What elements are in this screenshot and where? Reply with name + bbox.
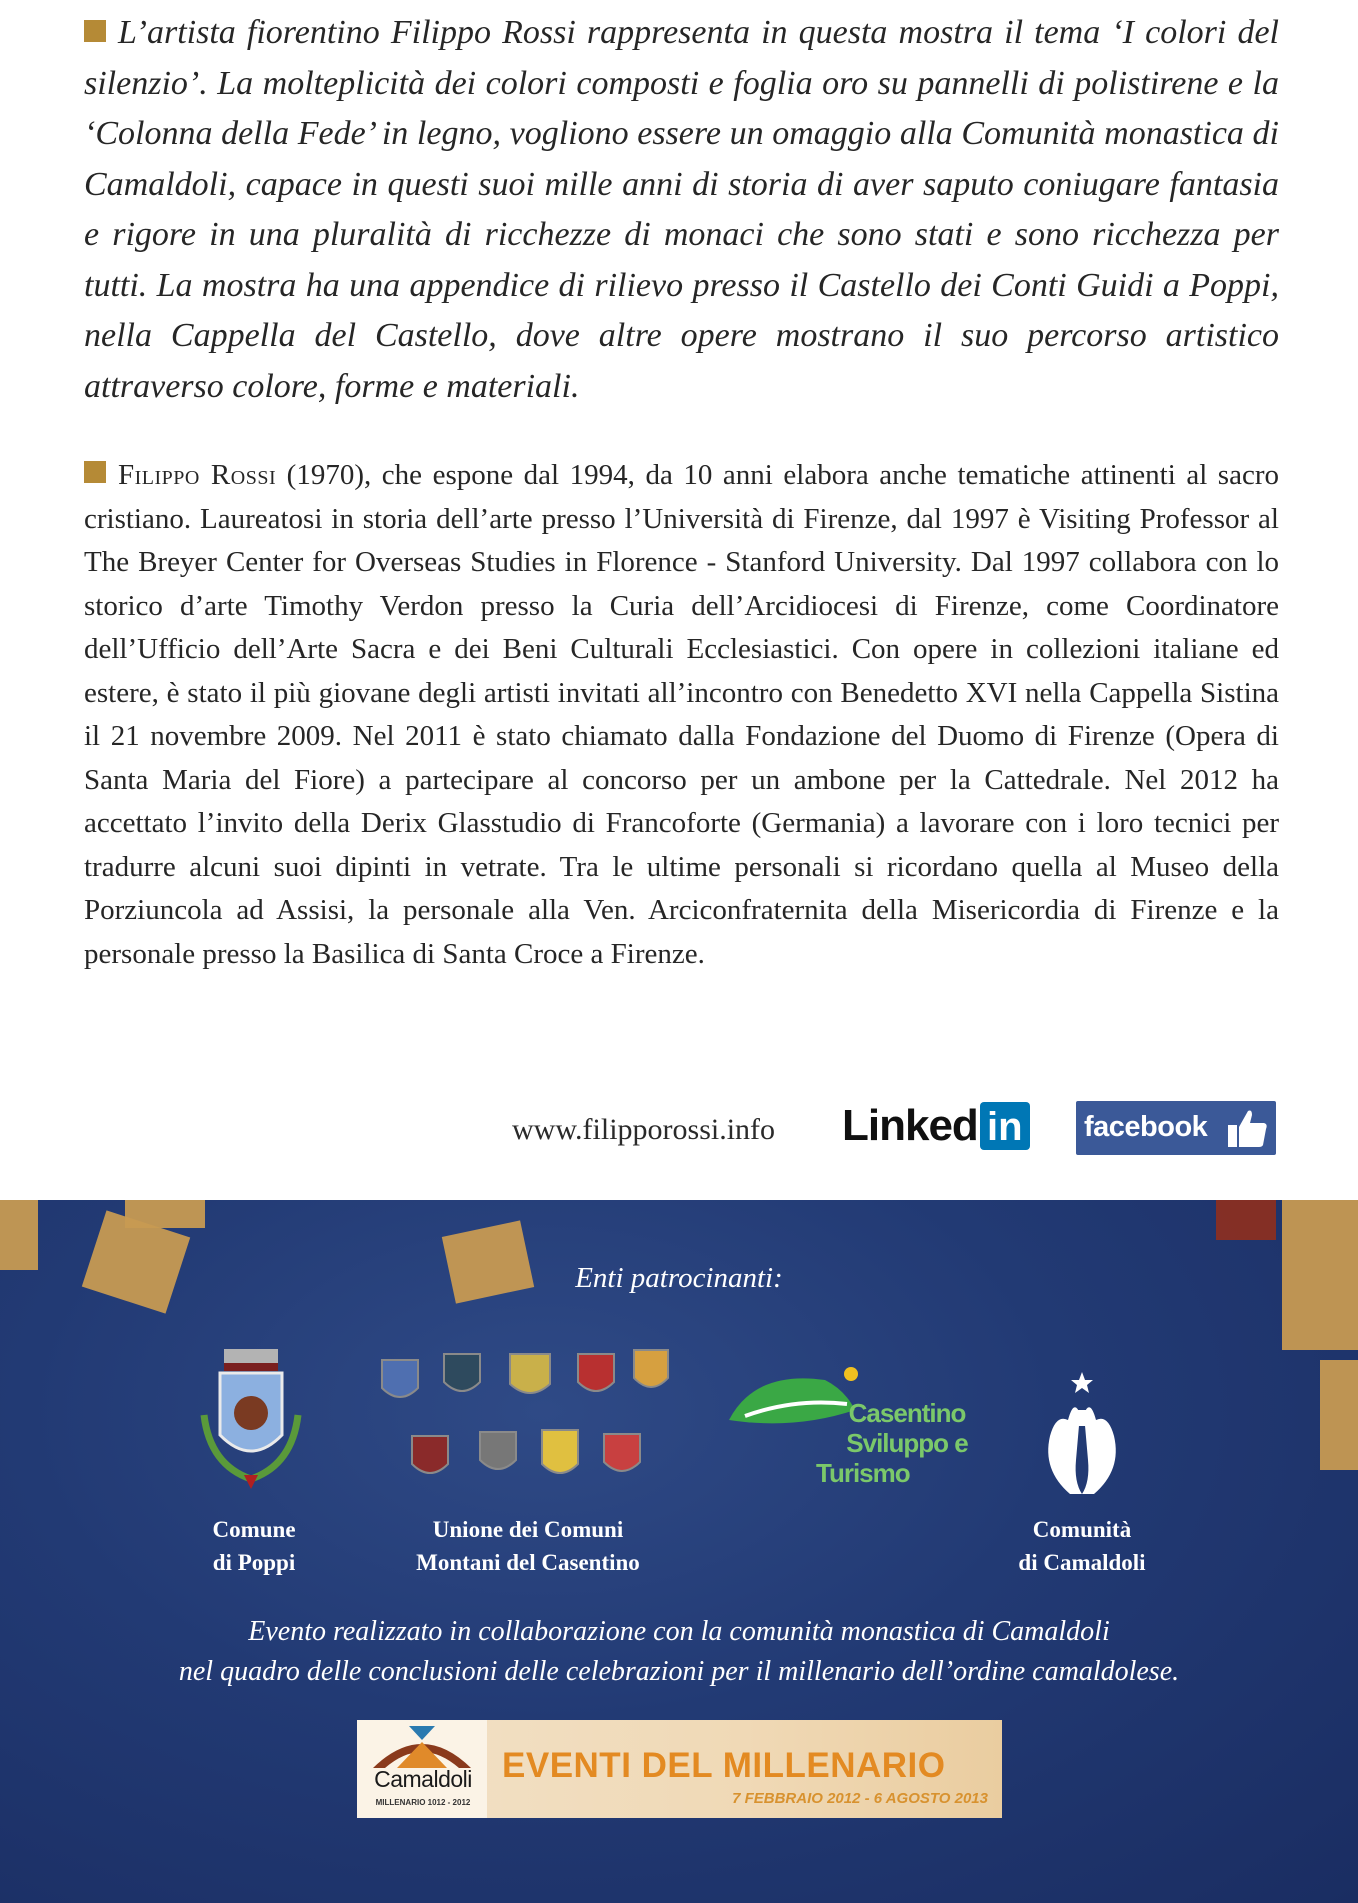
linkedin-logo[interactable] (842, 1101, 1030, 1151)
bullet-square-icon (84, 20, 106, 42)
linkedin-in-icon: in (980, 1102, 1030, 1150)
banner-title: EVENTI DEL MILLENARIO (502, 1746, 946, 1785)
sponsor-label-line: di Poppi (212, 1550, 296, 1575)
bio-paragraph (84, 454, 1279, 976)
casentino-logo-text (812, 1398, 1002, 1488)
sponsor-label-poppi (184, 1513, 324, 1579)
facebook-wordmark: facebook (1084, 1111, 1208, 1143)
intro-paragraph (84, 8, 1279, 412)
intro-text: L’artista fiorentino Filippo Rossi rappresenta in questa mostra il tema ‘I colori del silenzio’. La molteplicità dei colori composti e foglia oro su pannelli di polistirene e la ‘Colonna della Fede’ in legno, vogliono essere un omaggio alla Comunità monastica di Camaldoli, capace in questi suoi mille anni di storia di aver saputo coniugare fantasia e rigore in una pluralità di ricchezze di monaci che sono stati e sono ricchezza per tutti. La mostra ha una appendice di rilievo presso il Castello dei Conti Guidi a Poppi, nella Cappella del Castello, dove altre opere mostrano il suo percorso artistico attraverso colore, forme e materiali. (84, 14, 1279, 405)
collaboration-line: nel quadro delle conclusioni delle celebrazioni per il millenario dell’ordine camaldolese. (178, 1656, 1180, 1687)
sponsor-label-unione (380, 1513, 676, 1579)
thumbs-up-icon (1224, 1105, 1270, 1151)
gold-leaf-decoration (125, 1200, 205, 1228)
camaldoli-arch-icon (367, 1724, 477, 1768)
linkedin-wordmark: Linked (842, 1101, 978, 1150)
sponsors-title: Enti patrocinanti: (575, 1262, 783, 1294)
sponsor-label-camaldoli (1002, 1513, 1162, 1579)
sponsor-label-line: Comune (212, 1517, 296, 1542)
sponsor-label-line: di Camaldoli (1018, 1550, 1146, 1575)
collaboration-note (0, 1612, 1358, 1692)
links-row (0, 1095, 1358, 1161)
casentino-logo-line: Turismo (816, 1458, 910, 1488)
camaldoli-millenario-logo (357, 1720, 487, 1818)
sponsors-section (0, 1200, 1358, 1903)
bullet-square-icon (84, 461, 106, 483)
camaldoli-logo-subtitle: MILLENARIO 1012 - 2012 (375, 1798, 471, 1807)
unione-coats-of-arms-icon (372, 1340, 682, 1500)
website-link[interactable]: www.filipporossi.info (512, 1113, 776, 1146)
casentino-logo-line: Sviluppo e (846, 1428, 968, 1458)
artist-name: Filippo Rossi (118, 459, 277, 491)
gold-leaf-decoration (0, 1200, 38, 1270)
collaboration-line: Evento realizzato in collaborazione con la comunità monastica di Camaldoli (248, 1616, 1110, 1647)
sponsor-label-line: Montani del Casentino (416, 1550, 640, 1575)
gold-leaf-decoration (1216, 1200, 1276, 1240)
facebook-logo[interactable] (1076, 1101, 1276, 1155)
camaldoli-doves-icon (1030, 1370, 1134, 1500)
bio-text: (1970), che espone dal 1994, da 10 anni elabora anche tematiche attinenti al sacro cristiano. Laureatosi in storia dell’arte presso l’Università di Firenze, dal 1997 è Visiting Professor al The Breyer Center for Overseas Studies in Florence - Stanford University. Dal 1997 collabora con lo storico d’arte Timothy Verdon presso la Curia dell’Arcidiocesi di Firenze, come Coordinatore dell’Ufficio dell’Arte Sacra e dei Beni Culturali Ecclesiastici. Con opere in collezioni italiane ed estere, è stato il più giovane degli artisti invitati all’incontro con Benedetto XVI nella Cappella Sistina il 21 novembre 2009. Nel 2011 è stato chiamato dalla Fondazione del Duomo di Firenze (Opera di Santa Maria del Fiore) a partecipare al concorso per un ambone per la Cattedrale. Nel 2012 ha accettato l’invito della Derix Glasstudio di Francoforte (Germania) a lavorare con i loro tecnici per tradurre alcuni suoi dipinti in vetrate. Tra le ultime personali si ricordano quella al Museo della Porziuncola ad Assisi, la personale alla Ven. Arciconfraternita della Misericordia di Firenze e la personale presso la Basilica di Santa Croce a Firenze. (84, 459, 1279, 970)
camaldoli-logo-name: Camaldoli (374, 1766, 472, 1792)
banner-dates: 7 FEBBRAIO 2012 - 6 AGOSTO 2013 (732, 1790, 988, 1807)
casentino-logo-line: Casentino (848, 1398, 966, 1428)
millenario-banner (357, 1720, 1002, 1818)
sponsor-label-line: Unione dei Comuni (432, 1517, 624, 1542)
gold-leaf-decoration (1320, 1360, 1358, 1470)
poppi-coat-of-arms-icon (192, 1345, 310, 1495)
sponsor-label-line: Comunità (1032, 1517, 1132, 1542)
